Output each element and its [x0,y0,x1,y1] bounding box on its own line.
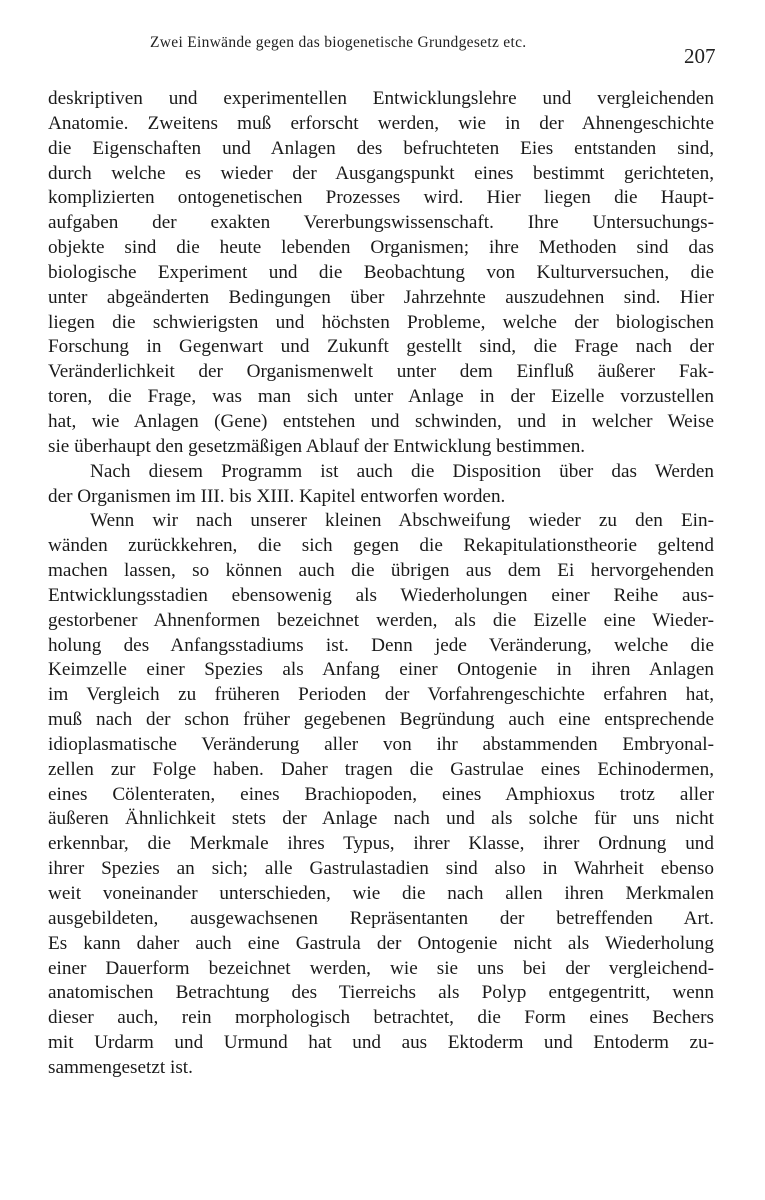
text-line: anatomischen Betrachtung des Tierreichs als Polyp entgegentritt, wenn [48,982,714,1004]
text-line: gestorbener Ahnenformen bezeichnet werden, als die Eizelle eine Wieder- [48,609,714,631]
text-line: sie überhaupt den gesetzmäßigen Ablauf der Entwicklung bestimmen. [48,435,586,457]
text-line: Forschung in Gegenwart und Zukunft gestellt sind, die Frage nach der [48,336,714,358]
body-text [48,87,714,1081]
text-line: machen lassen, so können auch die übrigen aus dem Ei hervorgehenden [48,560,714,582]
text-line: liegen die schwierigsten und höchsten Probleme, welche der biologischen [48,311,714,333]
text-line: Keimzelle einer Spezies als Anfang einer Ontogenie in ihren Anlagen [48,659,714,681]
paragraph [48,509,714,1080]
text-line: Es kann daher auch eine Gastrula der Ontogenie nicht als Wiederholung [48,932,714,954]
text-line: im Vergleich zu früheren Perioden der Vorfahrengeschichte erfahren hat, [48,684,714,706]
text-line: zellen zur Folge haben. Daher tragen die Gastrulae eines Echinodermen, [48,758,714,780]
text-line: Wenn wir nach unserer kleinen Abschweifung wieder zu den Ein- [90,510,714,532]
text-line: toren, die Frage, was man sich unter Anlage in der Eizelle vorzustellen [48,386,714,408]
text-line: sammengesetzt ist. [48,1056,193,1078]
text-line: Veränderlichkeit der Organismenwelt unter dem Einfluß äußerer Fak- [48,361,714,383]
text-line: wänden zurückkehren, die sich gegen die Rekapitulationstheorie geltend [48,535,714,557]
paragraph [48,460,714,510]
text-line: ausgebildeten, ausgewachsenen Repräsentanten der betreffenden Art. [48,907,714,929]
page-number: 207 [684,44,716,68]
text-line: biologische Experiment und die Beobachtung von Kulturversuchen, die [48,261,714,283]
text-line: die Eigenschaften und Anlagen des befruchteten Eies entstanden sind, [48,137,714,159]
text-line: ihrer Spezies an sich; alle Gastrulastadien sind also in Wahrheit ebenso [48,858,714,880]
text-line: weit voneinander unterschieden, wie die nach allen ihren Merkmalen [48,883,714,904]
text-line: einer Dauerform bezeichnet werden, wie sie uns bei der vergleichend- [48,957,714,979]
text-line: mit Urdarm und Urmund hat und aus Ektoderm und Entoderm zu- [48,1032,714,1054]
text-line: eines Cölenteraten, eines Brachiopoden, eines Amphioxus trotz aller [48,783,714,805]
text-line: muß nach der schon früher gegebenen Begründung auch eine entsprechende [48,709,714,731]
text-line: durch welche es wieder der Ausgangspunkt eines bestimmt gerichteten, [48,162,714,184]
text-line: holung des Anfangsstadiums ist. Denn jede Veränderung, welche die [48,634,714,656]
text-line: erkennbar, die Merkmale ihres Typus, ihrer Klasse, ihrer Ordnung und [48,833,714,855]
text-line: aufgaben der exakten Vererbungswissenschaft. Ihre Untersuchungs- [48,212,714,234]
paragraph [48,87,714,460]
text-line: äußeren Ähnlichkeit stets der Anlage nach und als solche für uns nicht [48,808,714,830]
text-line: dieser auch, rein morphologisch betrachtet, die Form eines Bechers [48,1007,714,1029]
text-line: Nach diesem Programm ist auch die Disposition über das Werden [90,460,714,482]
text-line: komplizierten ontogenetischen Prozesses wird. Hier liegen die Haupt- [48,187,714,209]
text-line: unter abgeänderten Bedingungen über Jahrzehnte auszudehnen sind. Hier [48,286,714,308]
text-line: Anatomie. Zweitens muß erforscht werden, wie in der Ahnengeschichte [48,112,714,134]
text-line: Entwicklungsstadien ebensowenig als Wiederholungen einer Reihe aus- [48,584,714,606]
text-line: deskriptiven und experimentellen Entwicklungslehre und vergleichenden [48,88,714,109]
text-line: hat, wie Anlagen (Gene) entstehen und schwinden, und in welcher Weise [48,410,714,432]
text-line: idioplasmatische Veränderung aller von ihr abstammenden Embryonal- [48,733,714,755]
running-head: Zwei Einwände gegen das biogenetische Grundgesetz etc. [150,34,527,51]
text-line: objekte sind die heute lebenden Organismen; ihre Methoden sind das [48,237,714,259]
text-line: der Organismen im III. bis XIII. Kapitel entworfen worden. [48,485,506,507]
